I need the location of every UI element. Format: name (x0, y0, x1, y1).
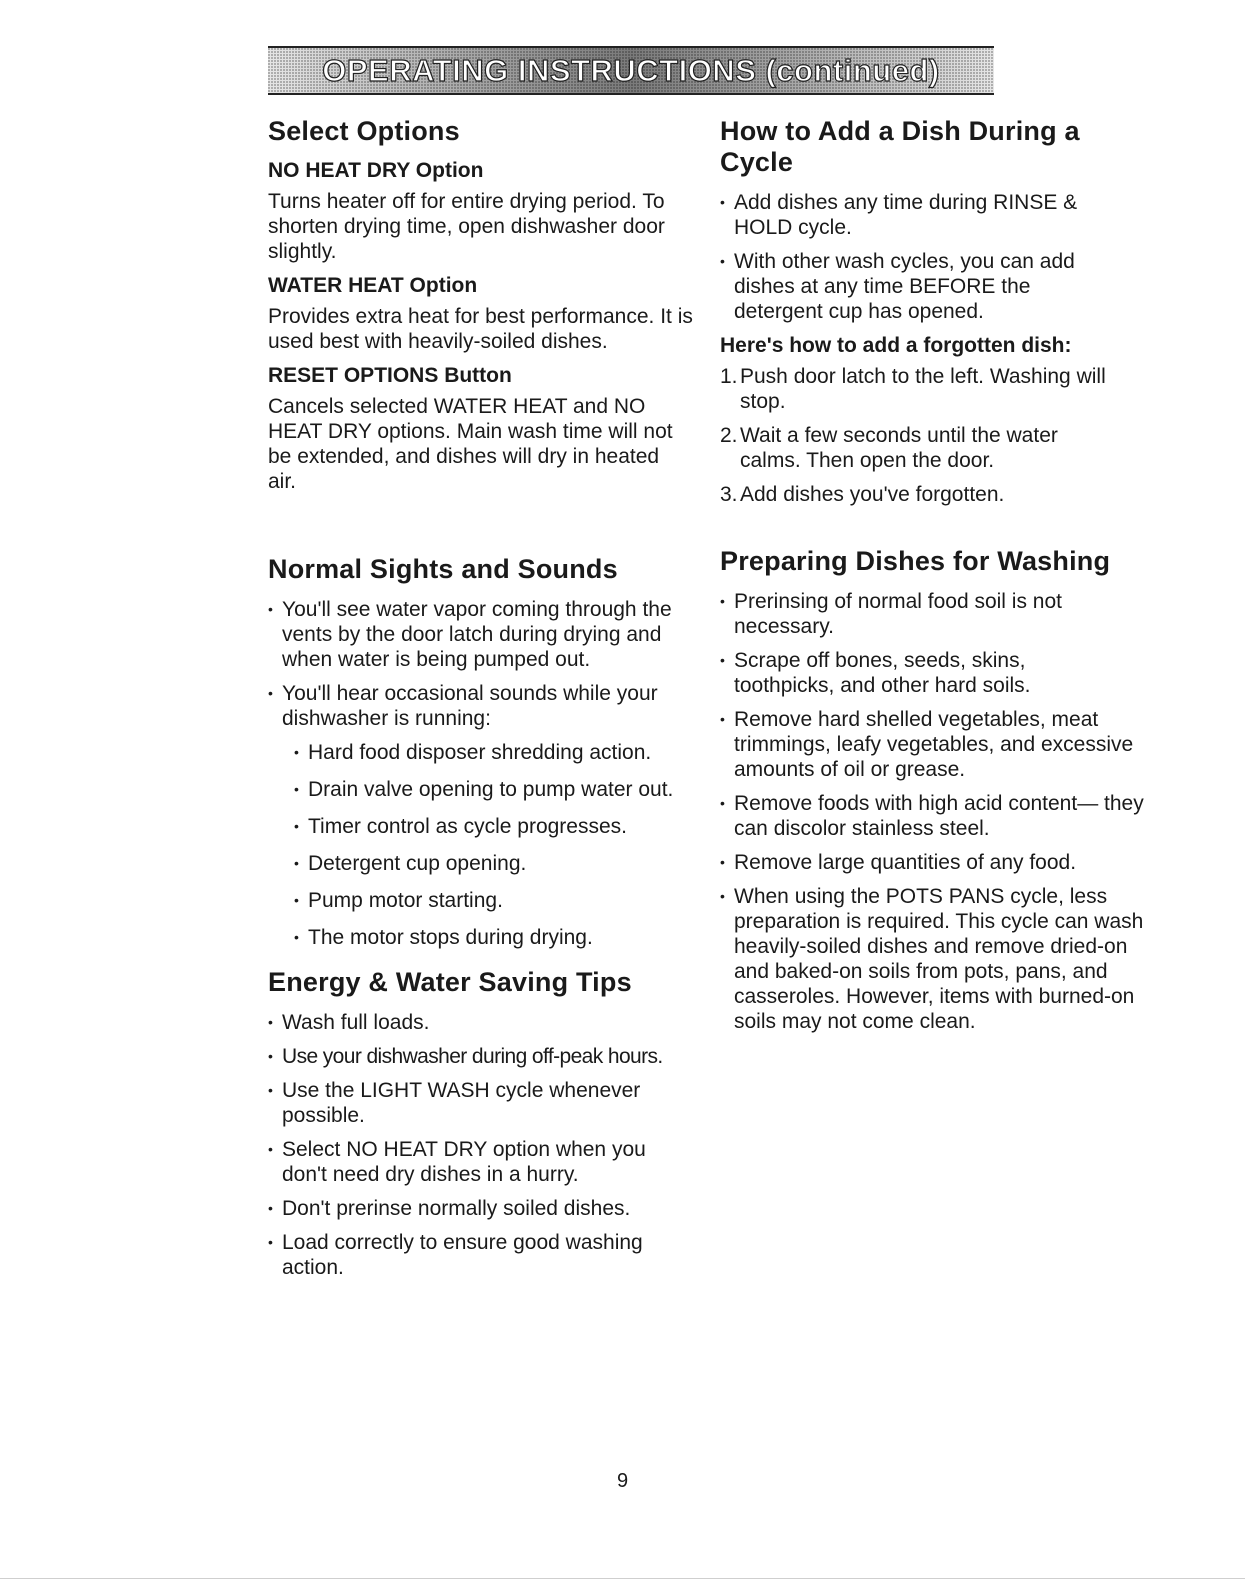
select-options-title: Select Options (268, 116, 460, 146)
step-text: Push door latch to the left. Washing will stop. (740, 365, 1106, 413)
list-item: • Pump motor starting. (294, 888, 708, 913)
list-item: • Hard food disposer shredding action. (294, 740, 708, 765)
preparing-bullets (720, 589, 1144, 1034)
sights-sounds-section (268, 554, 708, 962)
step-text: Wait a few seconds until the water calms. Then open the door. (740, 424, 1058, 472)
list-item: • Load correctly to ensure good washing action. (268, 1230, 702, 1280)
list-item: • Wash full loads. (268, 1010, 708, 1035)
add-dish-section (720, 116, 1140, 516)
energy-tips-title: Energy & Water Saving Tips (268, 967, 632, 997)
list-item: • Detergent cup opening. (294, 851, 708, 876)
add-dish-title: How to Add a Dish During a Cycle (720, 116, 1080, 177)
list-item: • Don't prerinse normally soiled dishes. (268, 1196, 708, 1221)
reset-options-heading: RESET OPTIONS Button (268, 364, 512, 387)
list-item (720, 364, 1120, 414)
select-options-section (268, 116, 708, 502)
banner-title: OPERATING INSTRUCTIONS (continued) (322, 52, 940, 88)
add-dish-bullets (720, 190, 1140, 324)
forgotten-dish-heading: Here's how to add a forgotten dish: (720, 334, 1072, 357)
list-item: • Use your dishwasher during off-peak hours. (268, 1044, 708, 1069)
step-text: Add dishes you've forgotten. (740, 483, 1005, 506)
bottom-rule (0, 1578, 1245, 1579)
list-item: • You'll see water vapor coming through the vents by the door latch during drying and when water is being pumped out. (268, 597, 702, 672)
list-item (720, 423, 1100, 473)
list-item: • Remove hard shelled vegetables, meat trimmings, leafy vegetables, and excessive amounts of oil or grease. (720, 707, 1134, 782)
list-item: • Scrape off bones, seeds, skins, toothpicks, and other hard soils. (720, 648, 1084, 698)
sights-sounds-title: Normal Sights and Sounds (268, 554, 618, 584)
list-item: • When using the POTS PANS cycle, less preparation is required. This cycle can wash heavily-soiled dishes and remove dried-on and baked-on soils from pots, pans, and casseroles. However, items with burned-on soils may not come clean. (720, 884, 1144, 1034)
list-item: • Remove large quantities of any food. (720, 850, 1154, 875)
water-heat-text: Provides extra heat for best performance. It is used best with heavily-soiled dishes. (268, 305, 693, 353)
list-item: • You'll hear occasional sounds while your dishwasher is running: (268, 681, 712, 731)
list-item: • The motor stops during drying. (294, 925, 708, 950)
no-heat-dry-heading: NO HEAT DRY Option (268, 159, 484, 182)
preparing-section (720, 546, 1144, 1043)
list-item (720, 482, 1120, 507)
list-item: • Add dishes any time during RINSE & HOLD cycle. (720, 190, 1104, 240)
forgotten-dish-steps (720, 364, 1140, 507)
step-number: 3. (720, 483, 738, 506)
energy-tips-bullets (268, 1010, 708, 1280)
section-banner (268, 46, 994, 95)
list-item: • Drain valve opening to pump water out. (294, 777, 708, 802)
water-heat-heading: WATER HEAT Option (268, 274, 478, 297)
energy-tips-section (268, 967, 708, 1289)
reset-options-text: Cancels selected WATER HEAT and NO HEAT DRY options. Main wash time will not be extended, and dishes will dry in heated air. (268, 395, 673, 493)
list-item: • Prerinsing of normal food soil is not necessary. (720, 589, 1084, 639)
list-item: • Timer control as cycle progresses. (294, 814, 708, 839)
list-item: • Select NO HEAT DRY option when you don't need dry dishes in a hurry. (268, 1137, 692, 1187)
sounds-sub-bullets (268, 740, 708, 950)
sights-sounds-bullets (268, 597, 708, 731)
step-number: 1. (720, 365, 738, 388)
page-number: 9 (616, 1470, 629, 1492)
list-item: • Use the LIGHT WASH cycle whenever possible. (268, 1078, 692, 1128)
list-item: • With other wash cycles, you can add dishes at any time BEFORE the detergent cup has opened. (720, 249, 1084, 324)
list-item: • Remove foods with high acid content— they can discolor stainless steel. (720, 791, 1154, 841)
no-heat-dry-text: Turns heater off for entire drying period. To shorten drying time, open dishwasher door slightly. (268, 190, 665, 263)
preparing-title: Preparing Dishes for Washing (720, 546, 1111, 576)
step-number: 2. (720, 424, 738, 447)
